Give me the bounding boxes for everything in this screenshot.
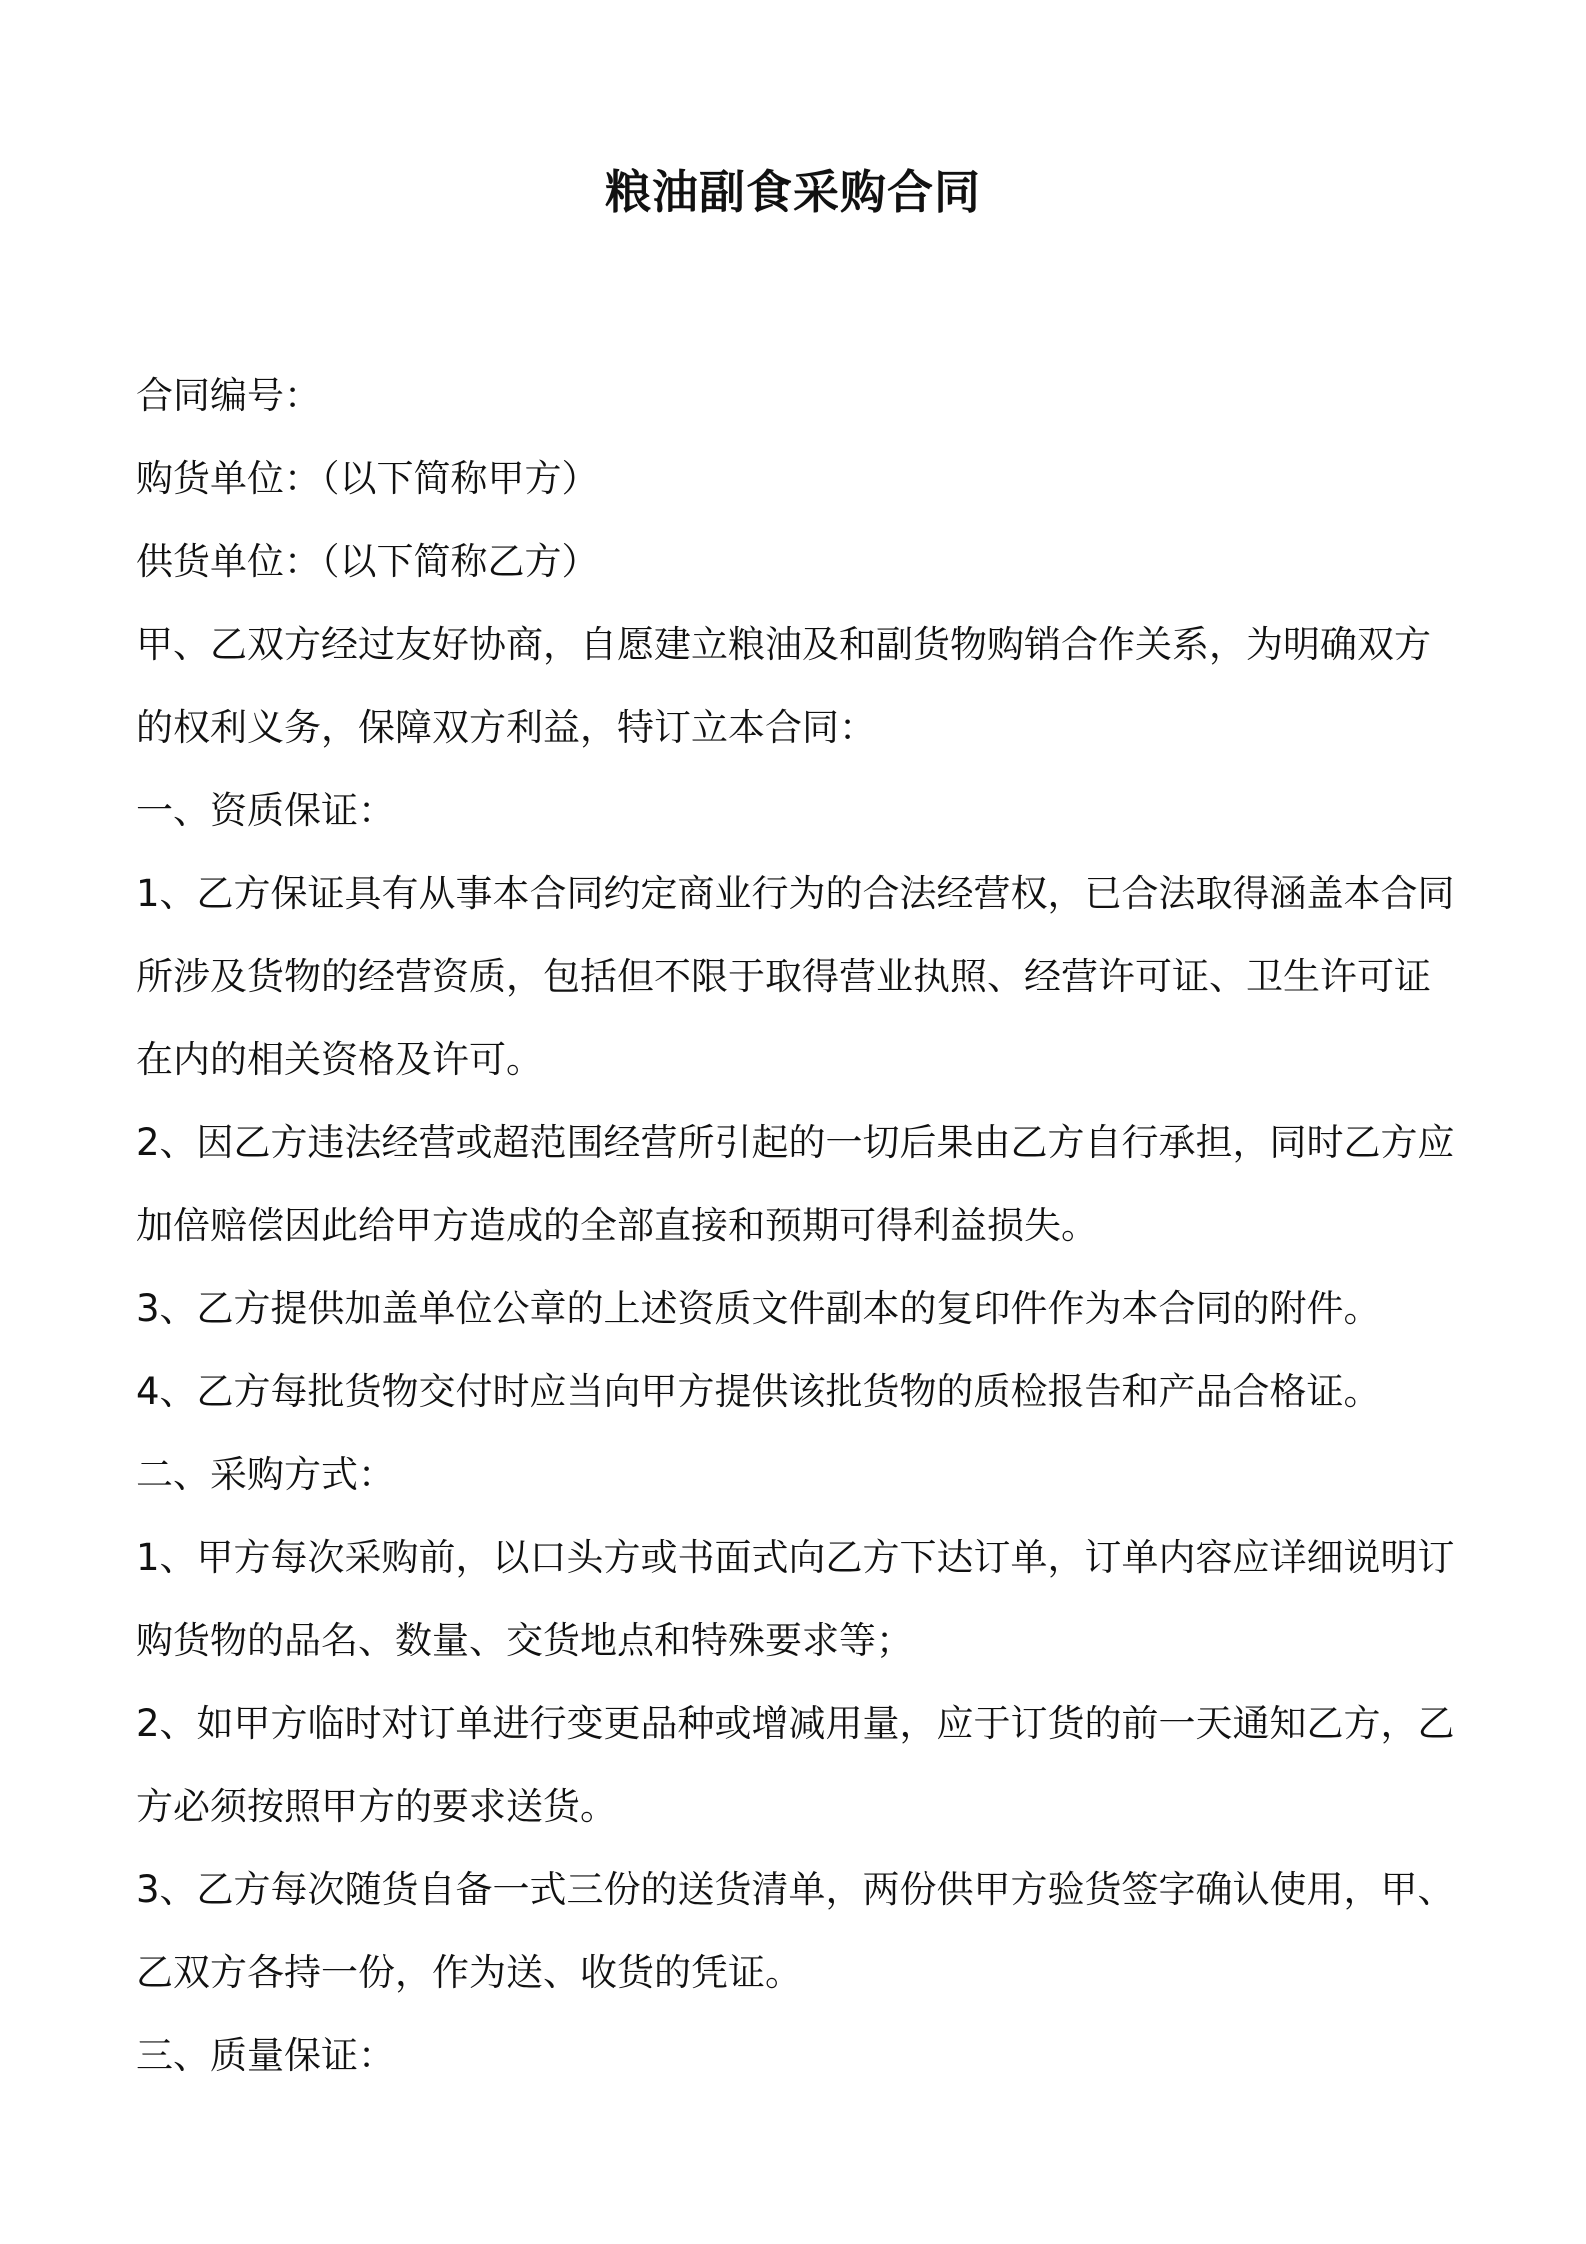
section-heading-qualification: 一、资质保证： bbox=[136, 789, 395, 832]
document-body bbox=[136, 354, 1466, 2097]
section-heading-purchase-method: 二、采购方式： bbox=[136, 1453, 395, 1496]
clause-1-1: 1、乙方保证具有从事本合同约定商业行为的合法经营权，已合法取得涵盖本合同所涉及货物的经营资质，包括但不限于取得营业执照、经营许可证、卫生许可证在内的相关资格及许可。 bbox=[136, 872, 1455, 1081]
buyer-line: 购货单位：（以下简称甲方） bbox=[136, 457, 599, 500]
clause-2-1: 1、甲方每次采购前，以口头方或书面式向乙方下达订单，订单内容应详细说明订购货物的品名、数量、交货地点和特殊要求等； bbox=[136, 1536, 1455, 1662]
clause-2-2: 2、如甲方临时对订单进行变更品种或增减用量，应于订货的前一天通知乙方，乙方必须按照甲方的要求送货。 bbox=[136, 1702, 1455, 1828]
clause-1-3: 3、乙方提供加盖单位公章的上述资质文件副本的复印件作为本合同的附件。 bbox=[136, 1287, 1381, 1330]
clause-2-3: 3、乙方每次随货自备一式三份的送货清单，两份供甲方验货签字确认使用，甲、乙双方各持一份，作为送、收货的凭证。 bbox=[136, 1868, 1455, 1994]
contract-number-line: 合同编号： bbox=[136, 374, 321, 417]
section-heading-quality: 三、质量保证： bbox=[136, 2034, 395, 2077]
preamble-paragraph: 甲、乙双方经过友好协商，自愿建立粮油及和副货物购销合作关系，为明确双方的权利义务，保障双方利益，特订立本合同： bbox=[136, 623, 1431, 749]
clause-1-2: 2、因乙方违法经营或超范围经营所引起的一切后果由乙方自行承担，同时乙方应加倍赔偿因此给甲方造成的全部直接和预期可得利益损失。 bbox=[136, 1121, 1455, 1247]
document-title: 粮油副食采购合同 bbox=[605, 165, 981, 219]
clause-1-4: 4、乙方每批货物交付时应当向甲方提供该批货物的质检报告和产品合格证。 bbox=[136, 1370, 1381, 1413]
supplier-line: 供货单位：（以下简称乙方） bbox=[136, 540, 599, 583]
